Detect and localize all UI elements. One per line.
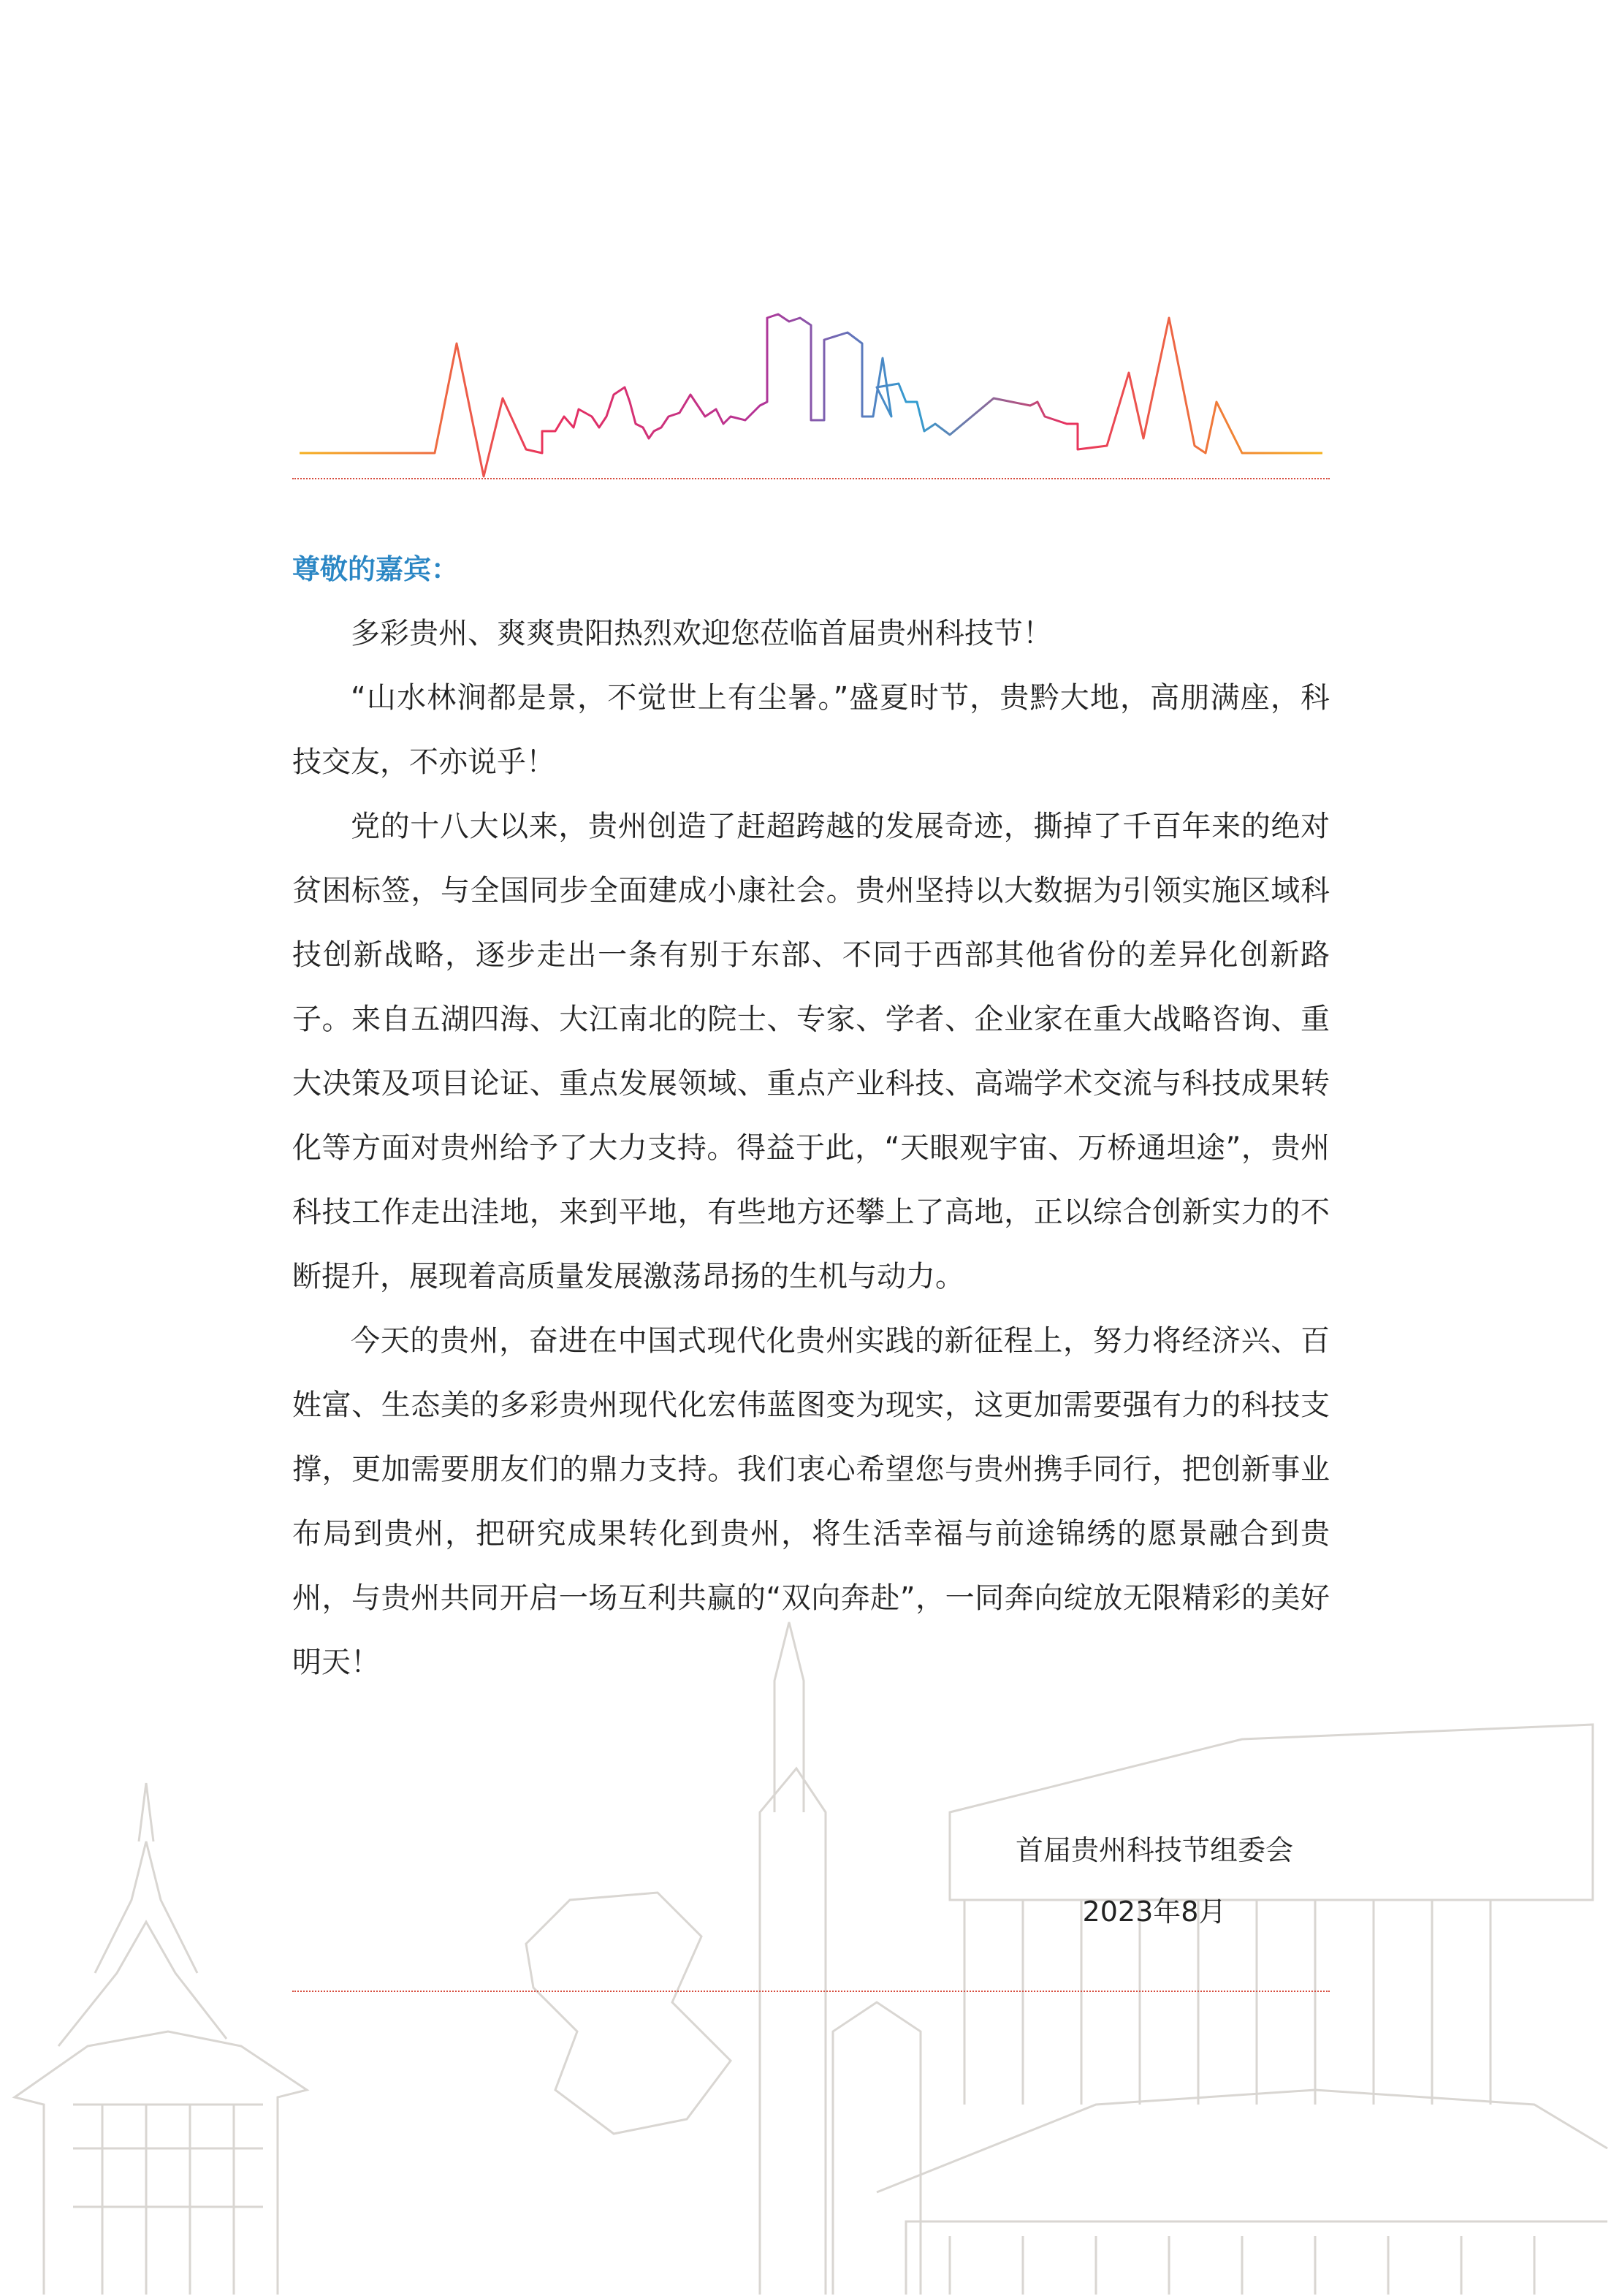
paragraph-invitation: 今天的贵州，奋进在中国式现代化贵州实践的新征程上，努力将经济兴、百姓富、生态美的多彩贵州现代化宏伟蓝图变为现实，这更加需要强有力的科技支撑，更加需要朋友们的鼎力支持。我们衷心希望您与贵州携手同行，把创新事业布局到贵州，把研究成果转化到贵州，将生活幸福与前途锦绣的愿景融合到贵州，与贵州共同开启一场互利共赢的“双向奔赴”，一同奔向绽放无限精彩的美好明天！ [292,1324,1330,1679]
signature-organization: 首届贵州科技节组委会 [1015,1834,1293,1866]
paragraph-welcome: 多彩贵州、爽爽贵阳热烈欢迎您莅临首届贵州科技节！ [351,617,1052,650]
salutation: 尊敬的嘉宾： [292,553,460,585]
skyline-illustration [292,307,1330,490]
welcome-letter [292,537,1330,1695]
signature-date: 2023年8月 [1082,1896,1227,1928]
paragraph-achievements: 党的十八大以来，贵州创造了赶超跨越的发展奇迹，撕掉了千百年来的绝对贫困标签，与全国同步全面建成小康社会。贵州坚持以大数据为引领实施区域科技创新战略，逐步走出一条有别于东部、不同于西部其他省份的差异化创新路子。来自五湖四海、大江南北的院士、专家、学者、企业家在重大战略咨询、重大决策及项目论证、重点发展领域、重点产业科技、高端学术交流与科技成果转化等方面对贵州给予了大力支持。得益于此，“天眼观宇宙、万桥通坦途”，贵州科技工作走出洼地，来到平地，有些地方还攀上了高地，正以综合创新实力的不断提升，展现着高质量发展激荡昂扬的生机与动力。 [292,810,1330,1293]
top-divider [292,478,1330,479]
bottom-divider [292,1991,1330,1992]
paragraph-quote: “山水林涧都是景，不觉世上有尘暑。”盛夏时节，贵黔大地，高朋满座，科技交友，不亦说乎！ [292,681,1330,779]
architecture-watermark [0,1593,1622,2296]
signature-block [950,1820,1359,1942]
